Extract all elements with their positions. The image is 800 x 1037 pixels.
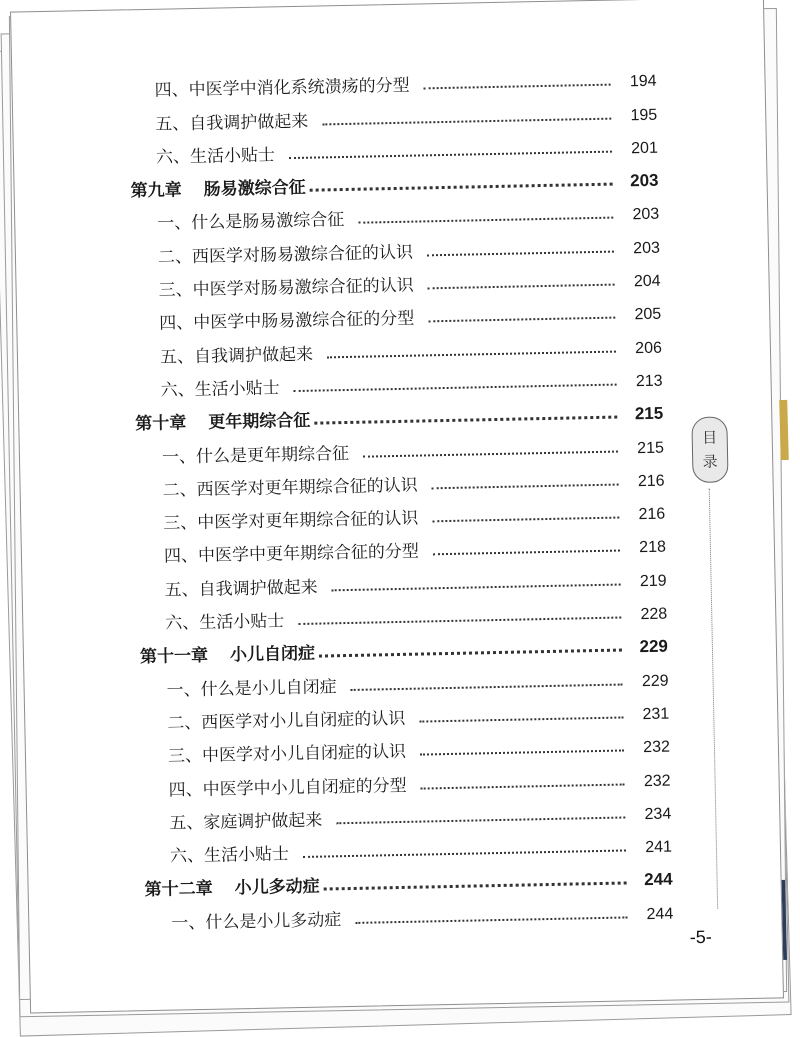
toc-page-number: 215 (637, 439, 665, 457)
section-title: 一、什么是小儿多动症 (171, 909, 342, 934)
dot-leader (358, 216, 613, 224)
section-title: 四、中医学中肠易激综合征的分型 (159, 308, 415, 335)
toc-page-number: 216 (637, 472, 665, 491)
chapter-title: 更年期综合征 (208, 410, 311, 434)
section-title: 六、生活小贴士 (155, 145, 276, 168)
toc-page-number: 229 (641, 672, 669, 690)
section-title: 二、西医学对小儿自闭症的认识 (167, 708, 406, 734)
dot-leader (351, 682, 623, 690)
section-title: 四、中医学中更年期综合征的分型 (163, 542, 420, 568)
chapter-heading (135, 406, 314, 435)
toc-page-number: 213 (635, 372, 663, 391)
side-tab-char-2: 录 (702, 452, 718, 471)
dot-leader (428, 283, 615, 290)
toc-page-number: 194 (629, 73, 657, 91)
chapter-title: 肠易激综合征 (203, 177, 306, 201)
dot-leader (432, 482, 619, 489)
toc-page-number: 232 (643, 772, 671, 790)
dot-leader (419, 715, 623, 722)
dot-leader (324, 881, 627, 891)
table-of-contents (128, 58, 673, 934)
section-title: 六、生活小贴士 (169, 844, 290, 867)
dot-leader (428, 316, 615, 323)
section-title: 五、家庭调护做起来 (169, 810, 323, 834)
dot-leader (424, 83, 611, 90)
dot-leader (310, 182, 613, 192)
toc-page-number: 195 (630, 106, 658, 124)
toc-page-number: 234 (644, 805, 672, 823)
toc-page-number: 219 (639, 572, 667, 590)
toc-page-number: 241 (645, 838, 673, 857)
toc-page-number: 244 (646, 905, 674, 923)
chapter-number: 第十二章 (144, 879, 213, 901)
dot-leader (322, 116, 611, 125)
dot-leader (327, 349, 616, 358)
side-dotted-rule (709, 489, 718, 909)
dot-leader (363, 449, 618, 457)
section-title: 五、自我调护做起来 (159, 344, 314, 368)
toc-page-number: 229 (639, 636, 669, 657)
dot-leader (294, 383, 617, 392)
dot-leader (433, 549, 620, 556)
section-title: 五、自我调护做起来 (164, 577, 318, 601)
dot-leader (303, 849, 626, 858)
dot-leader (336, 815, 625, 824)
toc-page-number: 205 (634, 306, 662, 324)
toc-page-number: 244 (644, 869, 673, 890)
toc-page-number: 203 (629, 170, 659, 191)
chapter-heading (144, 872, 323, 901)
dot-leader (420, 749, 624, 756)
toc-page-number: 218 (639, 539, 667, 557)
section-title: 四、中医学中消化系统溃疡的分型 (154, 75, 410, 102)
dot-leader (289, 150, 612, 159)
dot-leader (427, 249, 614, 256)
section-title: 二、西医学对更年期综合征的认识 (162, 475, 418, 501)
chapter-title: 小儿多动症 (234, 877, 320, 899)
section-title: 一、什么是肠易激综合征 (157, 210, 345, 235)
contents-side-tab (691, 416, 728, 483)
section-title: 五、自我调护做起来 (155, 111, 309, 135)
dot-leader (298, 616, 621, 625)
dot-leader (314, 415, 617, 425)
section-title: 一、什么是小儿自闭症 (166, 676, 337, 701)
dot-leader (319, 648, 622, 658)
toc-page-number: 203 (632, 206, 660, 224)
chapter-number: 第十一章 (139, 646, 209, 668)
page-number: -5- (689, 926, 712, 948)
toc-page (10, 0, 784, 1013)
side-tab-char-1: 目 (702, 428, 718, 447)
toc-page-number: 201 (631, 139, 659, 158)
toc-page-number: 215 (634, 403, 664, 424)
chapter-heading (140, 639, 319, 668)
toc-page-number: 228 (640, 605, 668, 624)
toc-page-number: 206 (635, 339, 663, 357)
section-title: 三、中医学对小儿自闭症的认识 (167, 742, 407, 767)
toc-page-number: 232 (643, 738, 671, 757)
toc-page-number: 216 (638, 505, 666, 524)
section-title: 三、中医学对更年期综合征的认识 (163, 508, 419, 534)
chapter-number: 第十章 (135, 413, 187, 435)
chapter-title: 小儿自闭症 (229, 644, 316, 666)
chapter-heading (130, 173, 309, 202)
toc-page-number: 204 (633, 272, 661, 291)
section-title: 二、西医学对肠易激综合征的认识 (157, 242, 414, 268)
section-title: 六、生活小贴士 (160, 378, 280, 401)
dot-leader (421, 782, 625, 789)
dot-leader (432, 516, 619, 523)
section-title: 六、生活小贴士 (165, 611, 285, 634)
dot-leader (355, 915, 627, 923)
toc-page-number: 203 (633, 239, 661, 257)
chapter-number: 第九章 (130, 180, 182, 202)
dot-leader (332, 582, 621, 591)
toc-page-number: 231 (642, 705, 670, 724)
section-title: 三、中医学对肠易激综合征的认识 (158, 275, 414, 301)
book-cover-edge-accent (779, 400, 789, 460)
section-title: 四、中医学中小儿自闭症的分型 (168, 775, 407, 801)
section-title: 一、什么是更年期综合征 (161, 443, 350, 468)
